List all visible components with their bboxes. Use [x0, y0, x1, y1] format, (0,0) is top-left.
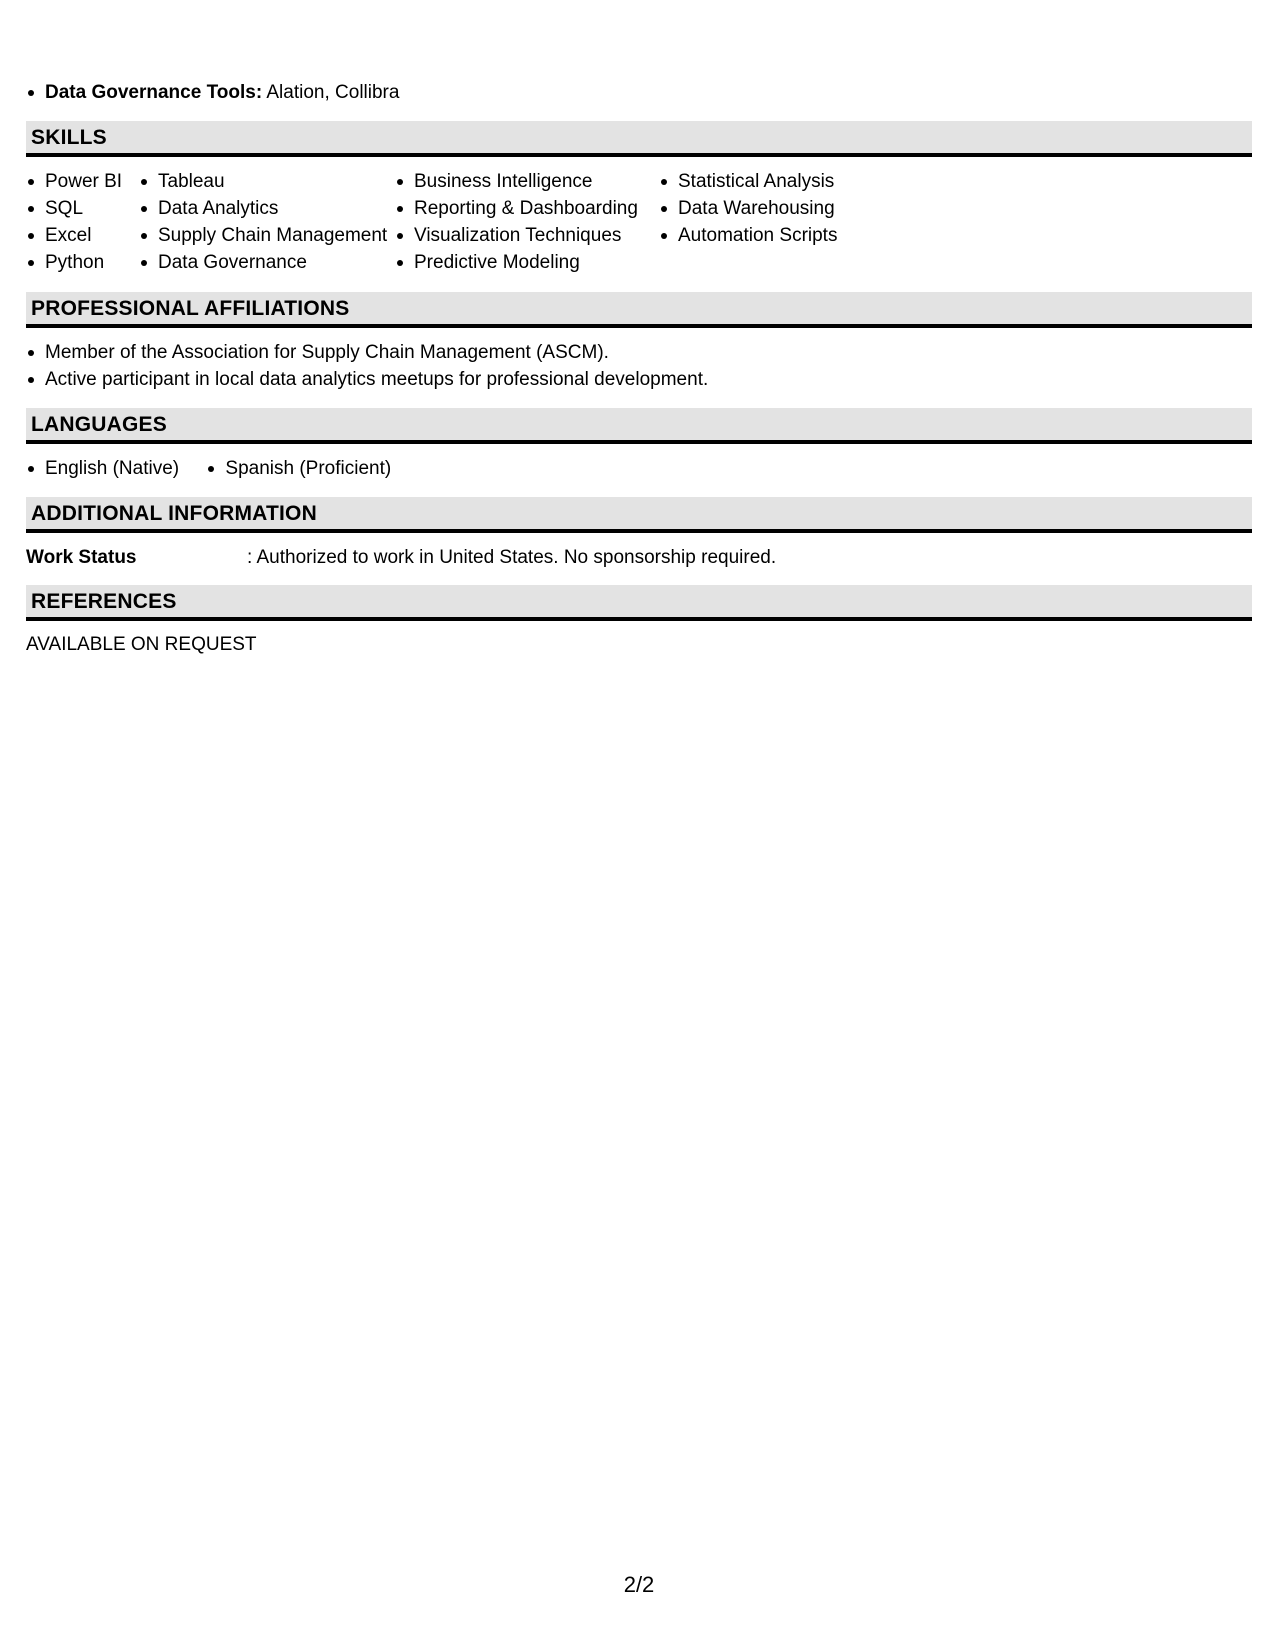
section-header-languages: [26, 408, 1252, 444]
references-text: AVAILABLE ON REQUEST: [26, 634, 257, 655]
skills-column-2: [139, 168, 387, 276]
list-item: Active participant in local data analytics meetups for professional development.: [26, 366, 708, 393]
list-item: Visualization Techniques: [395, 222, 638, 249]
list-item: Power BI: [26, 168, 122, 195]
section-title: ADDITIONAL INFORMATION: [31, 502, 317, 525]
list-item: Data Governance: [139, 249, 387, 276]
list-item: Data Analytics: [139, 195, 387, 222]
list-item: SQL: [26, 195, 122, 222]
section-title: SKILLS: [31, 126, 107, 149]
list-item: Automation Scripts: [659, 222, 837, 249]
list-item: Supply Chain Management: [139, 222, 387, 249]
work-status-row: [26, 544, 1252, 571]
skills-column-1: [26, 168, 122, 276]
list-item: Statistical Analysis: [659, 168, 837, 195]
tools-list: [26, 79, 399, 106]
tools-label: Data Governance Tools:: [45, 82, 263, 103]
list-item: Python: [26, 249, 122, 276]
list-item: Excel: [26, 222, 122, 249]
languages-list: [26, 455, 413, 482]
section-title: LANGUAGES: [31, 413, 167, 436]
section-header-skills: [26, 121, 1252, 157]
tools-value: Alation, Collibra: [262, 82, 400, 103]
list-item: Spanish (Proficient): [206, 455, 391, 482]
work-status-value: : Authorized to work in United States. No sponsorship required.: [247, 547, 777, 568]
affiliations-list: [26, 339, 708, 393]
list-item: [26, 79, 399, 106]
list-item: Member of the Association for Supply Chain Management (ASCM).: [26, 339, 708, 366]
section-title: PROFESSIONAL AFFILIATIONS: [31, 297, 350, 320]
section-title: REFERENCES: [31, 590, 177, 613]
list-item: Tableau: [139, 168, 387, 195]
resume-page: [26, 0, 1252, 1650]
skills-column-4: [659, 168, 837, 249]
section-header-references: [26, 585, 1252, 621]
list-item: Business Intelligence: [395, 168, 638, 195]
list-item: Data Warehousing: [659, 195, 837, 222]
list-item: Predictive Modeling: [395, 249, 638, 276]
work-status-label: Work Status: [26, 547, 137, 568]
list-item: Reporting & Dashboarding: [395, 195, 638, 222]
section-header-affiliations: [26, 292, 1252, 328]
list-item: English (Native): [26, 455, 179, 482]
page-number: 2/2: [623, 1572, 655, 1597]
section-header-additional: [26, 497, 1252, 533]
skills-column-3: [395, 168, 638, 276]
